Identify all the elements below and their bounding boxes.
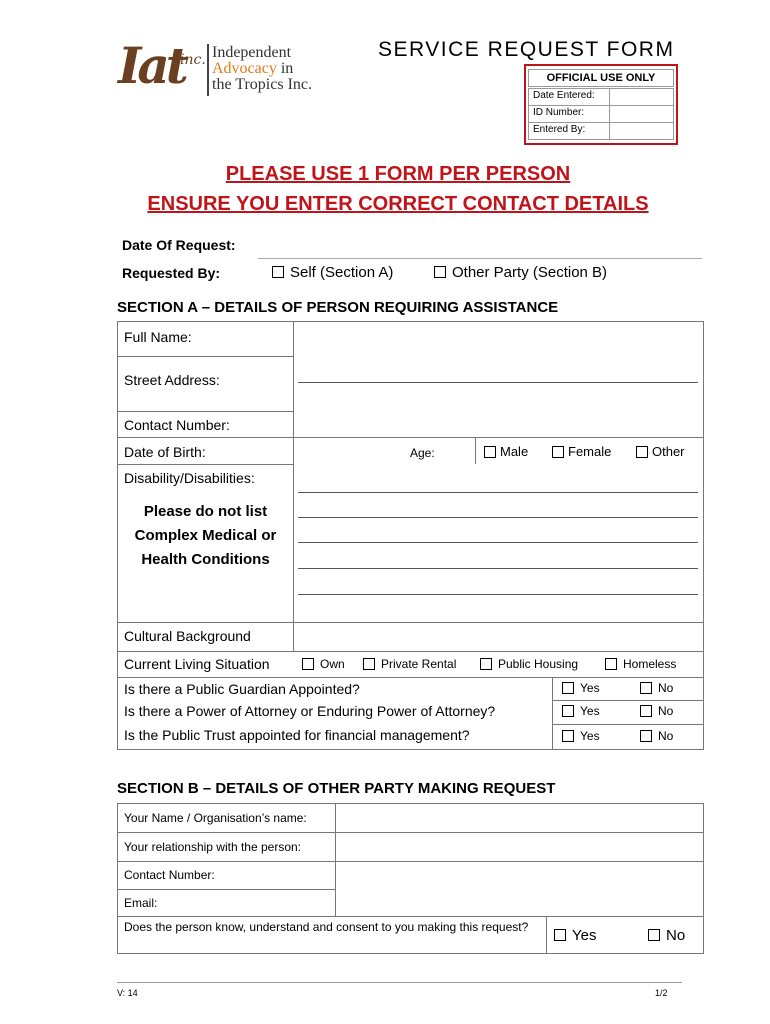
checkbox-icon[interactable]	[562, 730, 574, 742]
notice-line2: ENSURE YOU ENTER CORRECT CONTACT DETAILS	[147, 193, 649, 215]
row-separator	[118, 622, 703, 623]
dob-label: Date of Birth:	[124, 444, 206, 460]
age-label: Age:	[410, 446, 435, 460]
option-label: Self (Section A)	[290, 264, 394, 281]
disability-input-line[interactable]	[298, 517, 698, 518]
checkbox-icon[interactable]	[552, 446, 564, 458]
checkbox-icon[interactable]	[605, 658, 617, 670]
consent-question: Does the person know, understand and consent to you making this request?	[124, 920, 529, 934]
option-label: Private Rental	[381, 657, 457, 671]
logo-in: in	[280, 60, 294, 77]
checkbox-icon[interactable]	[434, 266, 446, 278]
logo-advocacy: Advocacy	[212, 60, 277, 77]
section-b-box	[117, 803, 704, 954]
street-address-label: Street Address:	[124, 372, 220, 388]
option-label: No	[658, 681, 674, 695]
official-row-date	[528, 88, 674, 106]
notice-line1: PLEASE USE 1 FORM PER PERSON	[225, 163, 571, 185]
option-label: Male	[500, 444, 529, 459]
footer-page: 1/2	[655, 988, 668, 998]
logo	[118, 36, 323, 100]
section-a-heading: SECTION A – DETAILS OF PERSON REQUIRING ASSISTANCE	[117, 299, 559, 316]
living-public-housing[interactable]	[480, 657, 578, 671]
option-label: Homeless	[623, 657, 677, 671]
gender-male[interactable]	[484, 444, 528, 459]
living-private-rental[interactable]	[363, 657, 456, 671]
footer-version: V: 14	[117, 988, 138, 998]
row-separator	[118, 861, 703, 862]
official-use-box	[524, 64, 678, 145]
option-label: No	[658, 704, 674, 718]
row-separator	[118, 437, 703, 438]
section-a-divider	[293, 322, 294, 651]
row-separator	[118, 916, 703, 917]
no-option[interactable]	[640, 729, 673, 743]
col-separator	[546, 916, 547, 953]
checkbox-icon[interactable]	[562, 682, 574, 694]
disability-input-line[interactable]	[298, 492, 698, 493]
option-label: Yes	[580, 704, 600, 718]
row-separator	[118, 832, 703, 833]
option-label: Public Housing	[498, 657, 579, 671]
requested-self-option[interactable]	[272, 264, 393, 281]
section-b-divider	[335, 804, 336, 916]
checkbox-icon[interactable]	[562, 705, 574, 717]
living-own[interactable]	[302, 657, 345, 671]
checkbox-icon[interactable]	[640, 682, 652, 694]
question-public-trust: Is the Public Trust appointed for financial management?	[124, 727, 470, 743]
other-email-label: Email:	[124, 896, 158, 910]
row-separator	[118, 356, 293, 357]
option-label: Yes	[580, 681, 600, 695]
gender-other[interactable]	[636, 444, 685, 459]
street-address-input[interactable]	[298, 382, 698, 383]
full-name-label: Full Name:	[124, 329, 192, 345]
requested-other-option[interactable]	[434, 264, 607, 281]
official-use-title: OFFICIAL USE ONLY	[528, 69, 674, 87]
logo-text	[212, 45, 312, 93]
full-name-input[interactable]	[294, 322, 703, 356]
option-label: Other Party (Section B)	[452, 264, 608, 281]
col-separator	[475, 437, 476, 464]
living-situation-label: Current Living Situation	[124, 656, 270, 672]
option-label: No	[658, 729, 674, 743]
disability-input-line[interactable]	[298, 542, 698, 543]
date-of-request-label: Date Of Request:	[122, 237, 236, 253]
logo-suffix: inc.	[180, 52, 206, 68]
consent-yes-option[interactable]	[554, 927, 596, 944]
official-row-label: Date Entered:	[533, 90, 595, 101]
requested-by-label: Requested By:	[122, 265, 221, 281]
checkbox-icon[interactable]	[484, 446, 496, 458]
other-relationship-label: Your relationship with the person:	[124, 840, 301, 854]
option-label: No	[666, 927, 686, 944]
logo-line1: Independent	[212, 44, 292, 61]
section-b-heading: SECTION B – DETAILS OF OTHER PARTY MAKING REQUEST	[117, 780, 556, 797]
row-separator	[118, 677, 703, 678]
row-separator	[118, 411, 293, 412]
disability-input-line[interactable]	[298, 594, 698, 595]
contact-number-label: Contact Number:	[124, 417, 230, 433]
checkbox-icon[interactable]	[363, 658, 375, 670]
checkbox-icon[interactable]	[636, 446, 648, 458]
checkbox-icon[interactable]	[480, 658, 492, 670]
question-power-of-attorney: Is there a Power of Attorney or Enduring Power of Attorney?	[124, 703, 496, 719]
option-label: Other	[652, 444, 685, 459]
option-label: Yes	[572, 927, 597, 944]
gender-female[interactable]	[552, 444, 611, 459]
official-row-input[interactable]	[609, 123, 674, 139]
checkbox-icon[interactable]	[640, 730, 652, 742]
yes-option[interactable]	[562, 704, 600, 718]
no-option[interactable]	[640, 704, 673, 718]
official-row-input[interactable]	[609, 106, 674, 122]
option-label: Yes	[580, 729, 600, 743]
checkbox-icon[interactable]	[648, 929, 660, 941]
official-row-entered	[528, 122, 674, 140]
checkbox-icon[interactable]	[302, 658, 314, 670]
checkbox-icon[interactable]	[554, 929, 566, 941]
option-label: Female	[568, 444, 612, 459]
other-name-label: Your Name / Organisation’s name:	[124, 811, 307, 825]
row-separator	[118, 464, 293, 465]
living-homeless[interactable]	[605, 657, 676, 671]
disability-warning: Please do not list Complex Medical or Health Conditions	[134, 503, 277, 568]
disability-input-line[interactable]	[298, 568, 698, 569]
disability-label: Disability/Disabilities:	[124, 470, 255, 486]
other-contact-label: Contact Number:	[124, 868, 215, 882]
col-separator	[552, 677, 553, 749]
row-separator	[118, 889, 335, 890]
question-public-guardian: Is there a Public Guardian Appointed?	[124, 681, 360, 697]
official-row-input[interactable]	[609, 89, 674, 105]
row-separator	[552, 724, 703, 725]
logo-line2	[212, 61, 312, 77]
official-row-id	[528, 105, 674, 123]
checkbox-icon[interactable]	[640, 705, 652, 717]
section-a-box	[117, 321, 704, 750]
official-row-label: ID Number:	[533, 107, 585, 118]
checkbox-icon[interactable]	[272, 266, 284, 278]
logo-divider	[207, 44, 209, 96]
form-title: SERVICE REQUEST FORM	[378, 38, 675, 61]
cultural-background-label: Cultural Background	[124, 628, 251, 644]
logo-line3: the Tropics Inc.	[212, 76, 312, 93]
official-row-label: Entered By:	[533, 124, 586, 135]
row-separator	[118, 651, 703, 652]
yes-option[interactable]	[562, 681, 600, 695]
row-separator	[552, 700, 703, 701]
consent-no-option[interactable]	[648, 927, 685, 944]
yes-option[interactable]	[562, 729, 600, 743]
date-of-request-input[interactable]	[258, 258, 702, 259]
footer-rule	[117, 982, 682, 983]
option-label: Own	[320, 657, 345, 671]
logo-letters: Iat	[118, 36, 185, 95]
no-option[interactable]	[640, 681, 673, 695]
